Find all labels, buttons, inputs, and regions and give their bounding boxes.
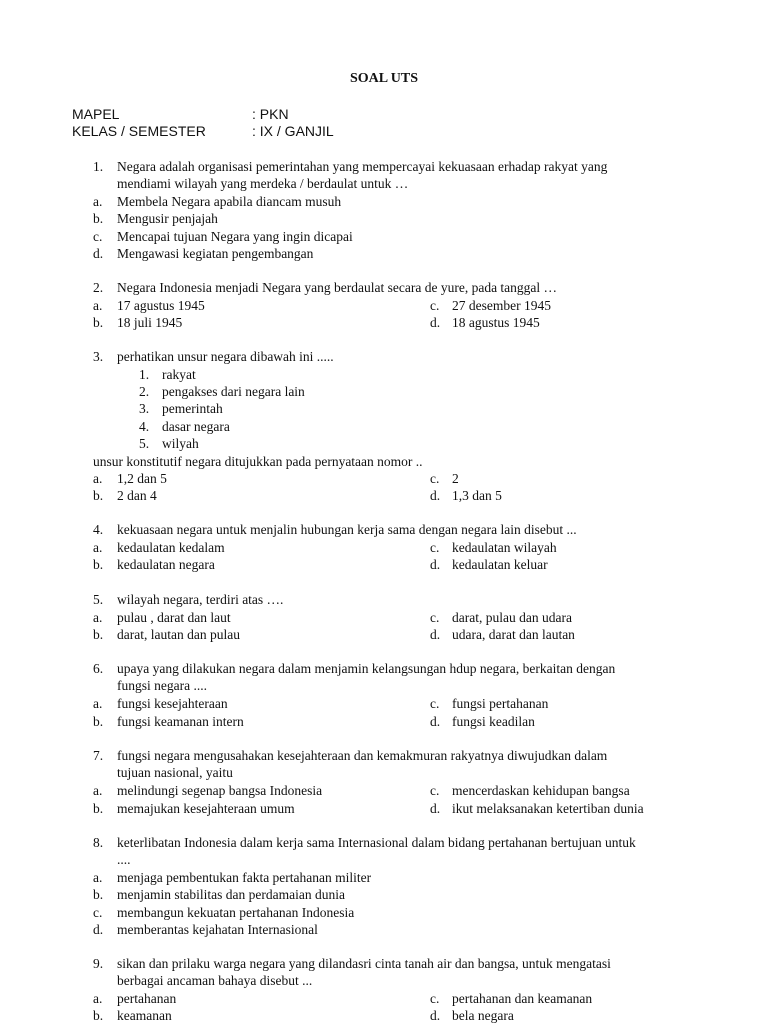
sub-item-number: 2. <box>139 384 150 399</box>
option-text: menjaga pembentukan fakta pertahanan militer <box>117 870 372 885</box>
option-text: kedaulatan negara <box>117 557 215 572</box>
option-letter: c. <box>430 696 440 711</box>
option-letter: d. <box>430 627 441 642</box>
option-letter: c. <box>93 905 103 920</box>
option-text: keamanan <box>117 1008 172 1023</box>
option-text: pulau , darat dan laut <box>117 610 231 625</box>
option-text: 2 <box>452 471 459 486</box>
sub-item-number: 4. <box>139 419 150 434</box>
option-text: ikut melaksanakan ketertiban dunia <box>452 801 644 816</box>
option-text: fungsi keadilan <box>452 714 535 729</box>
question-text: keterlibatan Indonesia dalam kerja sama Internasional dalam bidang pertahanan bertujuan untuk <box>117 835 636 850</box>
option-letter: a. <box>93 696 103 711</box>
option-text: Mengusir penjajah <box>117 211 218 226</box>
question-number: 9. <box>93 956 104 971</box>
option-letter: a. <box>93 783 103 798</box>
option-text: fungsi keamanan intern <box>117 714 244 729</box>
question-number: 1. <box>93 159 104 174</box>
option-letter: b. <box>93 714 104 729</box>
option-text: kedaulatan keluar <box>452 557 548 572</box>
option-letter: b. <box>93 315 104 330</box>
question-text: Negara Indonesia menjadi Negara yang berdaulat secara de yure, pada tanggal … <box>117 280 558 295</box>
question-text: mendiami wilayah yang merdeka / berdaulat untuk … <box>117 176 409 191</box>
option-letter: a. <box>93 194 103 209</box>
question-number: 2. <box>93 280 104 295</box>
question-text: perhatikan unsur negara dibawah ini ..... <box>117 349 334 364</box>
option-letter: b. <box>93 1008 104 1023</box>
option-letter: b. <box>93 488 104 503</box>
question-text: fungsi negara mengusahakan kesejahteraan dan kemakmuran rakyatnya diwujudkan dalam <box>117 748 608 763</box>
sub-item-text: pengakses dari negara lain <box>162 384 305 399</box>
option-letter: d. <box>430 1008 441 1023</box>
option-letter: c. <box>430 471 440 486</box>
option-letter: d. <box>430 557 441 572</box>
option-text: pertahanan dan keamanan <box>452 991 593 1006</box>
question-text: Negara adalah organisasi pemerintahan yang mempercayai kekuasaan erhadap rakyat yang <box>117 159 608 174</box>
option-letter: b. <box>93 887 104 902</box>
option-letter: d. <box>93 246 104 261</box>
option-text: 2 dan 4 <box>117 488 157 503</box>
option-text: kedaulatan kedalam <box>117 540 225 555</box>
option-letter: c. <box>430 298 440 313</box>
option-text: menjamin stabilitas dan perdamaian dunia <box>117 887 345 902</box>
option-text: darat, pulau dan udara <box>452 610 572 625</box>
question-number: 8. <box>93 835 104 850</box>
option-text: kedaulatan wilayah <box>452 540 557 555</box>
question-number: 6. <box>93 661 104 676</box>
option-letter: b. <box>93 627 104 642</box>
kelas-label: KELAS / SEMESTER <box>72 123 206 139</box>
option-text: pertahanan <box>117 991 177 1006</box>
option-letter: b. <box>93 211 104 226</box>
page-title: SOAL UTS <box>349 71 419 86</box>
option-letter: c. <box>93 229 103 244</box>
option-text: 1,3 dan 5 <box>452 488 502 503</box>
option-text: 17 agustus 1945 <box>117 298 205 313</box>
option-text: 1,2 dan 5 <box>117 471 167 486</box>
mapel-label: MAPEL <box>72 106 120 122</box>
option-letter: d. <box>430 488 441 503</box>
option-text: udara, darat dan lautan <box>452 627 575 642</box>
option-letter: d. <box>430 714 441 729</box>
question-text: sikan dan prilaku warga negara yang dilandasri cinta tanah air dan bangsa, untuk mengatasi <box>117 956 611 971</box>
question-text: wilayah negara, terdiri atas …. <box>117 592 284 607</box>
option-letter: c. <box>430 991 440 1006</box>
question-number: 4. <box>93 522 104 537</box>
option-letter: d. <box>430 315 441 330</box>
option-letter: a. <box>93 298 103 313</box>
question-text: tujuan nasional, yaitu <box>117 765 233 780</box>
option-text: memajukan kesejahteraan umum <box>117 801 295 816</box>
sub-item-text: rakyat <box>162 367 196 382</box>
option-letter: c. <box>430 540 440 555</box>
option-letter: d. <box>430 801 441 816</box>
mapel-value: : PKN <box>252 106 289 122</box>
option-text: 27 desember 1945 <box>452 298 551 313</box>
option-text: darat, lautan dan pulau <box>117 627 240 642</box>
option-text: bela negara <box>452 1008 514 1023</box>
question-text: berbagai ancaman bahaya disebut ... <box>117 973 313 988</box>
option-letter: a. <box>93 870 103 885</box>
sub-item-text: wilyah <box>162 436 199 451</box>
option-letter: c. <box>430 610 440 625</box>
kelas-value: : IX / GANJIL <box>252 123 334 139</box>
option-letter: c. <box>430 783 440 798</box>
question-trailer: unsur konstitutif negara ditujukkan pada pernyataan nomor .. <box>93 454 423 469</box>
option-letter: a. <box>93 610 103 625</box>
question-text: upaya yang dilakukan negara dalam menjamin kelangsungan hdup negara, berkaitan dengan <box>117 661 616 676</box>
option-text: 18 juli 1945 <box>117 315 183 330</box>
question-text: fungsi negara .... <box>117 678 207 693</box>
sub-item-text: dasar negara <box>162 419 230 434</box>
option-letter: b. <box>93 801 104 816</box>
question-number: 7. <box>93 748 104 763</box>
sub-item-number: 1. <box>139 367 150 382</box>
option-letter: d. <box>93 922 104 937</box>
option-letter: a. <box>93 540 103 555</box>
option-letter: b. <box>93 557 104 572</box>
sub-item-number: 5. <box>139 436 150 451</box>
option-letter: a. <box>93 991 103 1006</box>
question-number: 3. <box>93 349 104 364</box>
question-text: kekuasaan negara untuk menjalin hubungan kerja sama dengan negara lain disebut ... <box>117 522 577 537</box>
option-text: mencerdaskan kehidupan bangsa <box>452 783 630 798</box>
sub-item-text: pemerintah <box>162 401 223 416</box>
option-text: memberantas kejahatan Internasional <box>117 922 318 937</box>
option-text: fungsi kesejahteraan <box>117 696 228 711</box>
option-text: Mencapai tujuan Negara yang ingin dicapai <box>117 229 353 244</box>
option-text: melindungi segenap bangsa Indonesia <box>117 783 323 798</box>
option-text: 18 agustus 1945 <box>452 315 540 330</box>
option-letter: a. <box>93 471 103 486</box>
sub-item-number: 3. <box>139 401 150 416</box>
option-text: Membela Negara apabila diancam musuh <box>117 194 342 209</box>
option-text: fungsi pertahanan <box>452 696 549 711</box>
option-text: Mengawasi kegiatan pengembangan <box>117 246 314 261</box>
question-text: .... <box>117 852 131 867</box>
option-text: membangun kekuatan pertahanan Indonesia <box>117 905 355 920</box>
question-number: 5. <box>93 592 104 607</box>
